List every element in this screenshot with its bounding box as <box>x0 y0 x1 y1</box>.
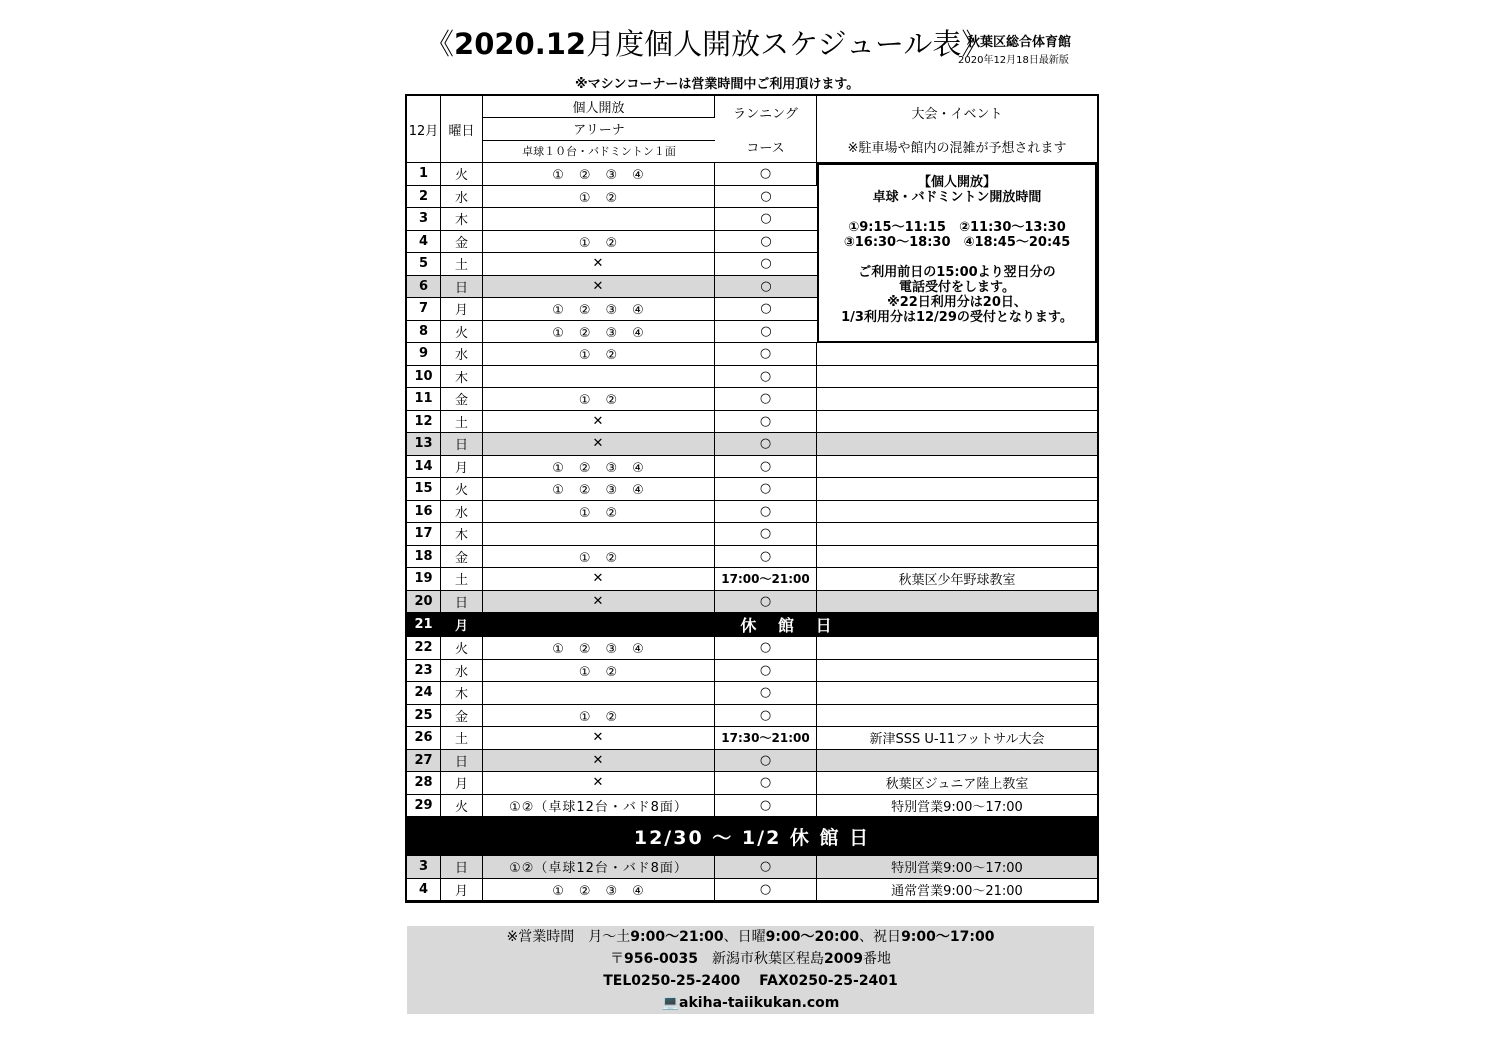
running-course-cell: ○ <box>715 208 817 231</box>
arena-slots-cell: ①②（卓球12台・バド8面） <box>483 795 715 818</box>
event-cell: 通常営業9:00～21:00 <box>817 879 1097 902</box>
info-line: 1/3利用分は12/29の受付となります。 <box>841 310 1073 325</box>
table-row <box>407 456 1097 479</box>
table-row <box>407 343 1097 366</box>
weekday-cell: 木 <box>441 208 483 231</box>
running-course-cell: ○ <box>715 163 817 186</box>
table-row <box>407 546 1097 569</box>
weekday-cell: 水 <box>441 343 483 366</box>
arena-slots-cell: ① ② <box>483 546 715 569</box>
running-course-cell: ○ <box>715 456 817 479</box>
weekday-cell: 土 <box>441 411 483 434</box>
day-cell: 18 <box>407 546 441 569</box>
weekday-cell: 土 <box>441 253 483 276</box>
weekday-cell: 日 <box>441 856 483 879</box>
closed-day-banner: 休 館 日 <box>483 613 1097 637</box>
running-course-cell: ○ <box>715 231 817 254</box>
weekday-cell: 土 <box>441 568 483 591</box>
weekday-cell: 日 <box>441 276 483 299</box>
event-cell <box>817 456 1097 479</box>
day-cell: 8 <box>407 321 441 344</box>
footer-info <box>407 926 1094 1014</box>
arena-slots-cell: ✕ <box>483 411 715 434</box>
arena-slots-cell: ① ② ③ ④ <box>483 637 715 660</box>
website[interactable]: 💻akiha-taiikukan.com <box>661 995 840 1011</box>
weekday-cell: 月 <box>441 456 483 479</box>
phone-fax: TEL0250-25-2400 FAX0250-25-2401 <box>603 973 898 989</box>
weekday-cell: 月 <box>441 879 483 902</box>
table-row <box>407 411 1097 434</box>
updated-date: 2020年12月18日最新版 <box>958 55 1069 66</box>
table-row <box>407 750 1097 773</box>
day-cell: 6 <box>407 276 441 299</box>
arena-slots-cell: ① ② <box>483 705 715 728</box>
day-cell: 25 <box>407 705 441 728</box>
arena-slots-cell: ① ② ③ ④ <box>483 456 715 479</box>
running-course-cell: ○ <box>715 366 817 389</box>
weekday-cell: 水 <box>441 501 483 524</box>
event-cell <box>817 411 1097 434</box>
event-cell <box>817 546 1097 569</box>
running-course-cell: ○ <box>715 750 817 773</box>
event-cell <box>817 750 1097 773</box>
running-course-cell: ○ <box>715 343 817 366</box>
running-course-cell: 17:00～21:00 <box>715 568 817 591</box>
day-cell: 3 <box>407 208 441 231</box>
table-row <box>407 433 1097 456</box>
running-course-cell: ○ <box>715 772 817 795</box>
day-cell: 22 <box>407 637 441 660</box>
event-cell <box>817 501 1097 524</box>
weekday-cell: 火 <box>441 637 483 660</box>
table-row <box>407 795 1097 818</box>
running-course-cell: ○ <box>715 637 817 660</box>
day-cell: 10 <box>407 366 441 389</box>
day-cell: 21 <box>407 613 441 637</box>
running-course-cell: ○ <box>715 546 817 569</box>
running-course-cell: ○ <box>715 478 817 501</box>
weekday-cell: 金 <box>441 705 483 728</box>
day-cell: 19 <box>407 568 441 591</box>
arena-slots-cell: ① ② <box>483 501 715 524</box>
table-row <box>407 682 1097 705</box>
weekday-cell: 月 <box>441 298 483 321</box>
schedule-table <box>405 94 1099 903</box>
running-course-cell: ○ <box>715 591 817 614</box>
table-row <box>407 568 1097 591</box>
arena-slots-cell: ✕ <box>483 433 715 456</box>
table-row <box>407 772 1097 795</box>
weekday-cell: 金 <box>441 388 483 411</box>
day-cell: 15 <box>407 478 441 501</box>
table-row <box>407 163 1097 186</box>
weekday-cell: 水 <box>441 660 483 683</box>
info-box <box>817 163 1097 343</box>
holiday-closure-banner: 12/30 ～ 1/2 休 館 日 <box>407 817 1097 856</box>
venue-name: 秋葉区総合体育館 <box>967 35 1072 50</box>
table-row <box>407 613 1097 637</box>
day-cell: 2 <box>407 186 441 209</box>
day-cell: 9 <box>407 343 441 366</box>
arena-slots-cell: ✕ <box>483 253 715 276</box>
table-row <box>407 637 1097 660</box>
machine-corner-note: ※マシンコーナーは営業時間中ご利用頂けます。 <box>575 77 860 92</box>
table-row <box>407 660 1097 683</box>
header-events: 大会・イベント ※駐車場や館内の混雑が予想されます <box>817 96 1097 163</box>
event-cell: 秋葉区少年野球教室 <box>817 568 1097 591</box>
day-cell: 12 <box>407 411 441 434</box>
event-cell <box>817 660 1097 683</box>
info-line: 電話受付をします。 <box>899 280 1015 295</box>
computer-icon: 💻 <box>661 995 680 1011</box>
event-cell: 新津SSS U-11フットサル大会 <box>817 727 1097 750</box>
arena-slots-cell: ① ② <box>483 343 715 366</box>
running-course-cell: ○ <box>715 501 817 524</box>
running-course-cell: ○ <box>715 321 817 344</box>
event-cell <box>817 366 1097 389</box>
running-course-cell: ○ <box>715 433 817 456</box>
arena-slots-cell: ① ② ③ ④ <box>483 163 715 186</box>
day-cell: 7 <box>407 298 441 321</box>
weekday-cell: 金 <box>441 231 483 254</box>
info-line: 【個人開放】 <box>917 175 996 190</box>
arena-slots-cell: ✕ <box>483 568 715 591</box>
day-cell: 5 <box>407 253 441 276</box>
day-cell: 14 <box>407 456 441 479</box>
event-cell: 特別営業9:00～17:00 <box>817 856 1097 879</box>
info-line: ※22日利用分は20日、 <box>887 295 1027 310</box>
day-cell: 24 <box>407 682 441 705</box>
event-cell <box>817 343 1097 366</box>
table-row <box>407 591 1097 614</box>
running-course-cell: ○ <box>715 276 817 299</box>
business-hours: ※営業時間 月～土9:00～21:00、日曜9:00～20:00、祝日9:00～17:00 <box>506 929 995 945</box>
weekday-cell: 月 <box>441 613 483 637</box>
event-cell: 秋葉区ジュニア陸上教室 <box>817 772 1097 795</box>
weekday-cell: 土 <box>441 727 483 750</box>
header-personal: 個人開放 <box>483 96 715 118</box>
table-row <box>407 879 1097 902</box>
event-cell: 特別営業9:00～17:00 <box>817 795 1097 818</box>
header-running: ランニング コース <box>715 96 817 163</box>
arena-slots-cell: ✕ <box>483 772 715 795</box>
arena-slots-cell: ① ② <box>483 660 715 683</box>
day-cell: 20 <box>407 591 441 614</box>
header-month: 12月 <box>407 96 441 163</box>
info-line: ①9:15～11:15 ②11:30～13:30 <box>848 220 1066 235</box>
weekday-cell: 火 <box>441 163 483 186</box>
event-cell <box>817 388 1097 411</box>
table-row <box>407 478 1097 501</box>
day-cell: 28 <box>407 772 441 795</box>
weekday-cell: 日 <box>441 750 483 773</box>
running-course-cell: 17:30～21:00 <box>715 727 817 750</box>
weekday-cell: 火 <box>441 795 483 818</box>
day-cell: 11 <box>407 388 441 411</box>
arena-slots-cell: ✕ <box>483 727 715 750</box>
weekday-cell: 火 <box>441 321 483 344</box>
info-line: ご利用前日の15:00より翌日分の <box>858 265 1056 280</box>
table-row <box>407 523 1097 546</box>
arena-slots-cell: ① ② ③ ④ <box>483 321 715 344</box>
table-header-row <box>407 96 1097 118</box>
day-cell: 13 <box>407 433 441 456</box>
table-row <box>407 817 1097 856</box>
running-course-cell: ○ <box>715 795 817 818</box>
arena-slots-cell: ① ② <box>483 231 715 254</box>
arena-slots-cell <box>483 523 715 546</box>
arena-slots-cell: ✕ <box>483 591 715 614</box>
day-cell: 4 <box>407 231 441 254</box>
weekday-cell: 木 <box>441 682 483 705</box>
info-line: ③16:30～18:30 ④18:45～20:45 <box>843 235 1071 250</box>
event-cell <box>817 523 1097 546</box>
day-cell: 29 <box>407 795 441 818</box>
event-cell <box>817 591 1097 614</box>
weekday-cell: 日 <box>441 591 483 614</box>
arena-slots-cell: ✕ <box>483 276 715 299</box>
arena-slots-cell: ① ② <box>483 388 715 411</box>
running-course-cell: ○ <box>715 411 817 434</box>
day-cell: 23 <box>407 660 441 683</box>
page-title: 《2020.12月度個人開放スケジュール表》 <box>425 27 991 61</box>
arena-slots-cell: ① ② <box>483 186 715 209</box>
info-spacer <box>819 250 1095 265</box>
day-cell: 1 <box>407 163 441 186</box>
arena-slots-cell: ①②（卓球12台・バド8面） <box>483 856 715 879</box>
event-cell <box>817 637 1097 660</box>
header-weekday: 曜日 <box>441 96 483 163</box>
table-row <box>407 366 1097 389</box>
running-course-cell: ○ <box>715 879 817 902</box>
event-cell <box>817 478 1097 501</box>
weekday-cell: 月 <box>441 772 483 795</box>
address: 〒956-0035 新潟市秋葉区程島2009番地 <box>610 951 891 967</box>
event-cell <box>817 682 1097 705</box>
running-course-cell: ○ <box>715 523 817 546</box>
info-spacer <box>819 205 1095 220</box>
arena-slots-cell <box>483 208 715 231</box>
event-cell <box>817 705 1097 728</box>
table-row <box>407 501 1097 524</box>
running-course-cell: ○ <box>715 388 817 411</box>
arena-slots-cell: ① ② ③ ④ <box>483 879 715 902</box>
event-cell <box>817 433 1097 456</box>
weekday-cell: 木 <box>441 523 483 546</box>
weekday-cell: 木 <box>441 366 483 389</box>
table-row <box>407 727 1097 750</box>
day-cell: 4 <box>407 879 441 902</box>
day-cell: 3 <box>407 856 441 879</box>
running-course-cell: ○ <box>715 660 817 683</box>
running-course-cell: ○ <box>715 186 817 209</box>
running-course-cell: ○ <box>715 705 817 728</box>
table-row <box>407 856 1097 879</box>
arena-slots-cell <box>483 682 715 705</box>
arena-slots-cell: ✕ <box>483 750 715 773</box>
day-cell: 17 <box>407 523 441 546</box>
arena-slots-cell: ① ② ③ ④ <box>483 478 715 501</box>
info-line: 卓球・バドミントン開放時間 <box>872 190 1042 205</box>
weekday-cell: 日 <box>441 433 483 456</box>
running-course-cell: ○ <box>715 856 817 879</box>
running-course-cell: ○ <box>715 298 817 321</box>
table-row <box>407 388 1097 411</box>
weekday-cell: 金 <box>441 546 483 569</box>
running-course-cell: ○ <box>715 682 817 705</box>
weekday-cell: 火 <box>441 478 483 501</box>
header-arena: アリーナ <box>483 118 715 140</box>
arena-slots-cell: ① ② ③ ④ <box>483 298 715 321</box>
table-row <box>407 705 1097 728</box>
day-cell: 16 <box>407 501 441 524</box>
day-cell: 26 <box>407 727 441 750</box>
arena-slots-cell <box>483 366 715 389</box>
header-arena-detail: 卓球１０台・バドミントン１面 <box>483 141 715 163</box>
day-cell: 27 <box>407 750 441 773</box>
weekday-cell: 水 <box>441 186 483 209</box>
running-course-cell: ○ <box>715 253 817 276</box>
